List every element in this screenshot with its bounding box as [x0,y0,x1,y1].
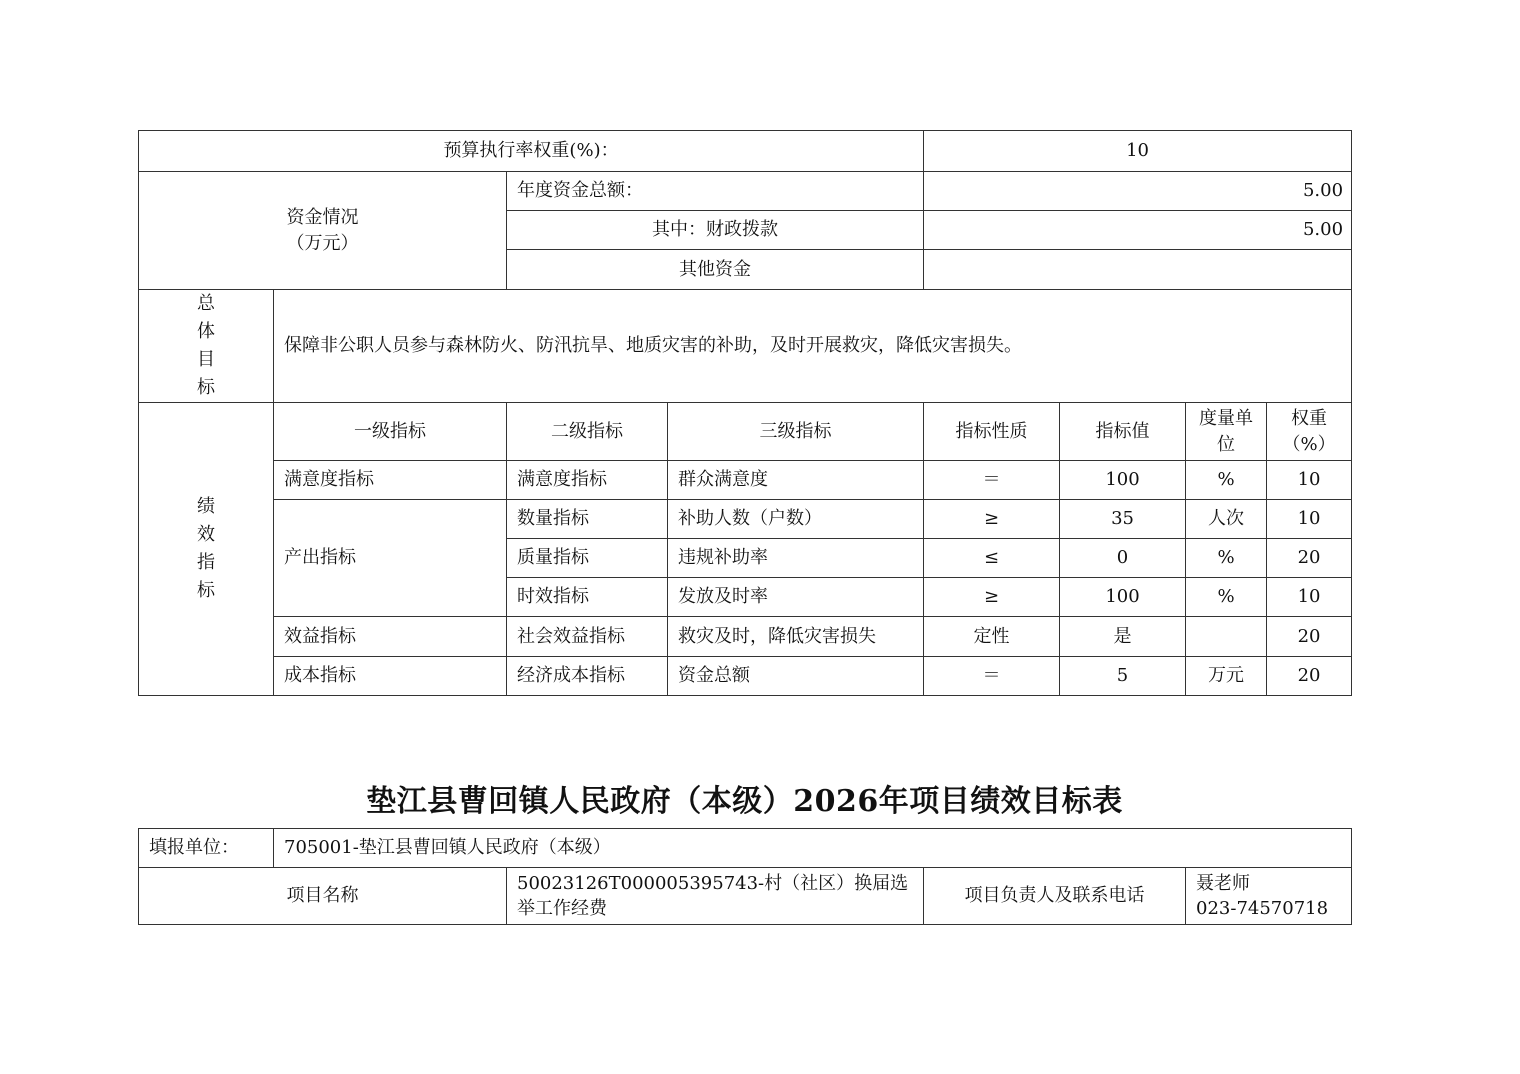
row-weight: 10 [1267,578,1352,617]
row-level3: 补助人数（户数） [668,500,924,539]
funds-label-line2: （万元） [286,232,359,254]
row-level2: 经济成本指标 [507,657,668,696]
row-level2: 社会效益指标 [507,617,668,657]
contact-name: 聂老师 [1196,872,1250,894]
row-unit: 万元 [1186,657,1267,696]
row-nature: ≥ [924,500,1060,539]
fill-unit-value: 705001-垫江县曹回镇人民政府（本级） [274,829,1352,868]
row-unit: % [1186,578,1267,617]
perf-char: 绩 [197,496,215,518]
overall-goal-text: 保障非公职人员参与森林防火、防汛抗旱、地质灾害的补助，及时开展救灾，降低灾害损失。 [274,290,1352,403]
table-row [139,617,1352,657]
row-nature: 定性 [924,617,1060,657]
fiscal-value: 5.00 [924,211,1352,250]
other-funds-label: 其他资金 [507,250,924,290]
budget-weight-label: 预算执行率权重(%)： [139,131,924,172]
contact-label: 项目负责人及联系电话 [924,868,1186,925]
goal-char: 总 [197,293,215,315]
page-title: 垫江县曹回镇人民政府（本级）2026年项目绩效目标表 [366,784,1123,819]
goal-char: 体 [197,321,215,343]
contact-value [1186,868,1352,925]
performance-target-table-continued [138,130,1352,696]
row-level2: 满意度指标 [507,461,668,500]
row-level3: 发放及时率 [668,578,924,617]
header-nature: 指标性质 [924,403,1060,461]
perf-char: 标 [197,579,215,601]
row-unit: 人次 [1186,500,1267,539]
header-level2: 二级指标 [507,403,668,461]
row-value: 是 [1060,617,1186,657]
row-level3: 群众满意度 [668,461,924,500]
fiscal-label: 其中：财政拨款 [507,211,924,250]
row-nature: ＝ [924,461,1060,500]
row-level1: 产出指标 [274,500,507,617]
annual-total-value: 5.00 [924,172,1352,211]
goal-char: 目 [197,349,215,370]
overall-goal-label [139,290,274,403]
other-funds-value [924,250,1352,290]
row-value: 100 [1060,461,1186,500]
row-weight: 20 [1267,539,1352,578]
funds-label-line1: 资金情况 [286,207,359,229]
row-weight: 10 [1267,461,1352,500]
row-value: 5 [1060,657,1186,696]
header-unit-line1: 度量单 [1199,408,1254,430]
table-row [139,657,1352,696]
row-unit: % [1186,461,1267,500]
row-unit [1186,617,1267,657]
row-level1: 效益指标 [274,617,507,657]
header-level1: 一级指标 [274,403,507,461]
fill-unit-label: 填报单位： [139,829,274,868]
header-weight [1267,403,1352,461]
budget-weight-value: 10 [924,131,1352,172]
row-weight: 10 [1267,500,1352,539]
header-value: 指标值 [1060,403,1186,461]
row-level2: 数量指标 [507,500,668,539]
header-weight-line2: （%） [1282,433,1336,455]
row-weight: 20 [1267,617,1352,657]
perf-char: 效 [197,524,215,546]
row-value: 0 [1060,539,1186,578]
funds-label [139,172,507,290]
header-level3: 三级指标 [668,403,924,461]
row-level2: 时效指标 [507,578,668,617]
header-weight-line1: 权重 [1291,408,1328,430]
row-level3: 资金总额 [668,657,924,696]
header-unit [1186,403,1267,461]
row-level2: 质量指标 [507,539,668,578]
row-nature: ≤ [924,539,1060,578]
project-info-table [138,828,1352,925]
header-unit-line2: 位 [1217,433,1236,455]
row-value: 35 [1060,500,1186,539]
project-name-value: 50023126T000005395743-村（社区）换届选举工作经费 [507,868,924,925]
row-level3: 救灾及时，降低灾害损失 [668,617,924,657]
goal-char: 标 [197,376,215,398]
table-row [139,500,1352,539]
perf-char: 指 [197,552,215,573]
row-weight: 20 [1267,657,1352,696]
row-nature: ＝ [924,657,1060,696]
row-level1: 满意度指标 [274,461,507,500]
row-nature: ≥ [924,578,1060,617]
performance-indicator-label [139,403,274,696]
row-value: 100 [1060,578,1186,617]
annual-total-label: 年度资金总额： [507,172,924,211]
project-name-label: 项目名称 [139,868,507,925]
table-row [139,461,1352,500]
contact-phone: 023-74570718 [1196,898,1329,919]
row-level3: 违规补助率 [668,539,924,578]
row-unit: % [1186,539,1267,578]
row-level1: 成本指标 [274,657,507,696]
